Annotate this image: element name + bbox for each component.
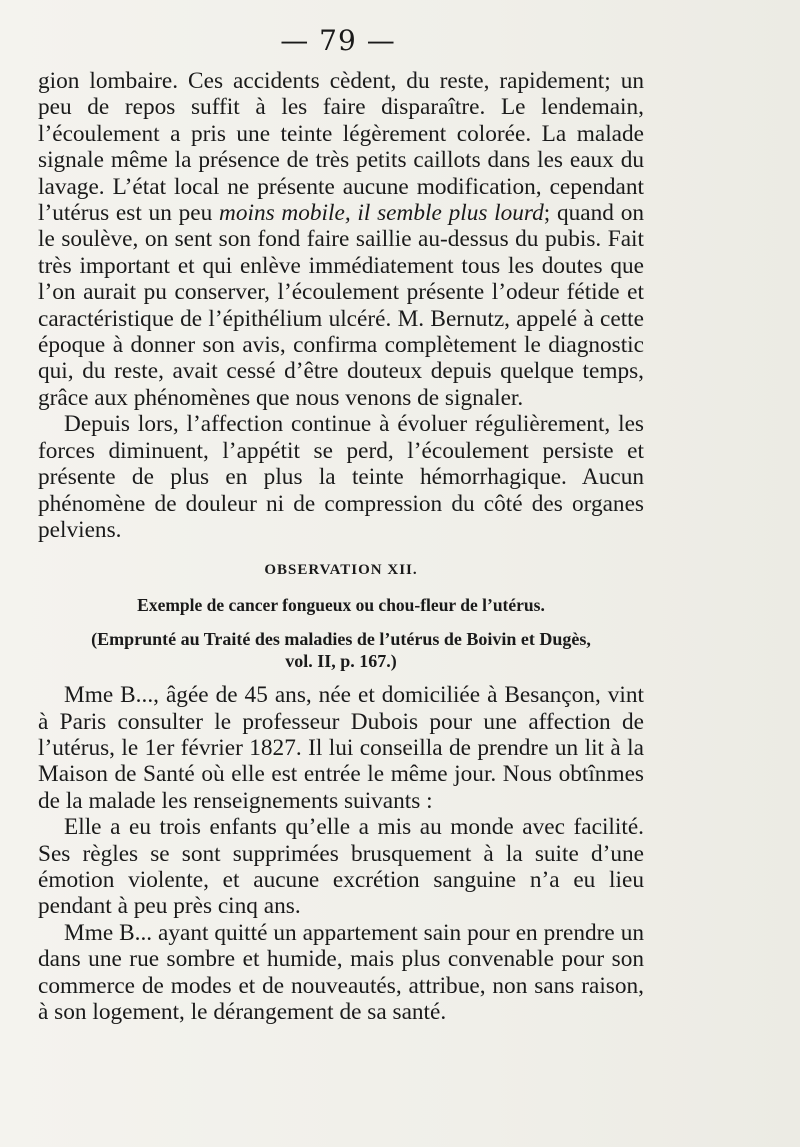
paragraph-2: Depuis lors, l’affection continue à évoluer régulièrement, les forces diminuent, l’appétit se perd, l’écoulement persiste et présente de plus en plus la teinte hémorrhagique. Aucun phénomène de douleur ni de compression du côté des organes pelviens. <box>38 411 644 543</box>
paragraph-1 <box>38 68 644 411</box>
paragraph-5: Mme B... ayant quitté un appartement sain pour en prendre un dans une rue sombre et humide, mais plus convenable pour son commerce de modes et de nouveautés, attribue, non sans raison, à son logement, le dérangement de sa santé. <box>38 919 644 1025</box>
paragraph-4: Elle a eu trois enfants qu’elle a mis au monde avec facilité. Ses règles se sont supprimées brusquement à la suite d’une émotion violente, et aucune excrétion sanguine n’a eu lieu pendant à peu près cinq ans. <box>38 814 644 920</box>
source-line-2: vol. II, p. 167.) <box>285 651 397 672</box>
observation-title: OBSERVATION XII. <box>264 562 418 579</box>
paragraph-3: Mme B..., âgée de 45 ans, née et domiciliée à Besançon, vint à Paris consulter le professeur Dubois pour une affection de l’utérus, le 1er février 1827. Il lui conseilla de prendre un lit à la Maison de Santé où elle est entrée le même jour. Nous obtînmes de la malade les renseignements suivants : <box>38 682 644 814</box>
observation-subtitle: Exemple de cancer fongueux ou chou-fleur de l’utérus. <box>137 594 545 615</box>
paragraph-1-text-a: gion lombaire. Ces accidents cèdent, du reste, rapidement; un peu de repos suffit à les faire disparaître. Le lendemain, l’écoulement a pris une teinte légèrement colorée. La malade signale même la présence de très petits caillots dans les eaux du lavage. L’état local ne présente aucune modification, cependant l’utérus est un peu <box>38 68 644 227</box>
page-text <box>38 68 644 1025</box>
source-line-1: (Emprunté au Traité des maladies de l’utérus de Boivin et Dugès, <box>91 629 591 650</box>
page-number: — 79 — <box>280 24 396 57</box>
paragraph-1-text-b: ; quand on le soulève, on sent son fond faire saillie au-dessus du pubis. Fait très important et qui enlève immédiatement tous les doutes que l’on aurait pu conserver, l’écoulement présente l’odeur fétide et caractéristique de l’épithélium ulcéré. M. Bernutz, appelé à cette époque à donner son avis, confirma complètement le diagnostic qui, du reste, avait cessé d’être douteux depuis quelque temps, grâce aux phénomènes que nous venons de signaler. <box>38 200 644 411</box>
source-citation <box>38 628 644 672</box>
paragraph-1-italic: moins mobile, il semble plus lourd <box>219 200 544 227</box>
